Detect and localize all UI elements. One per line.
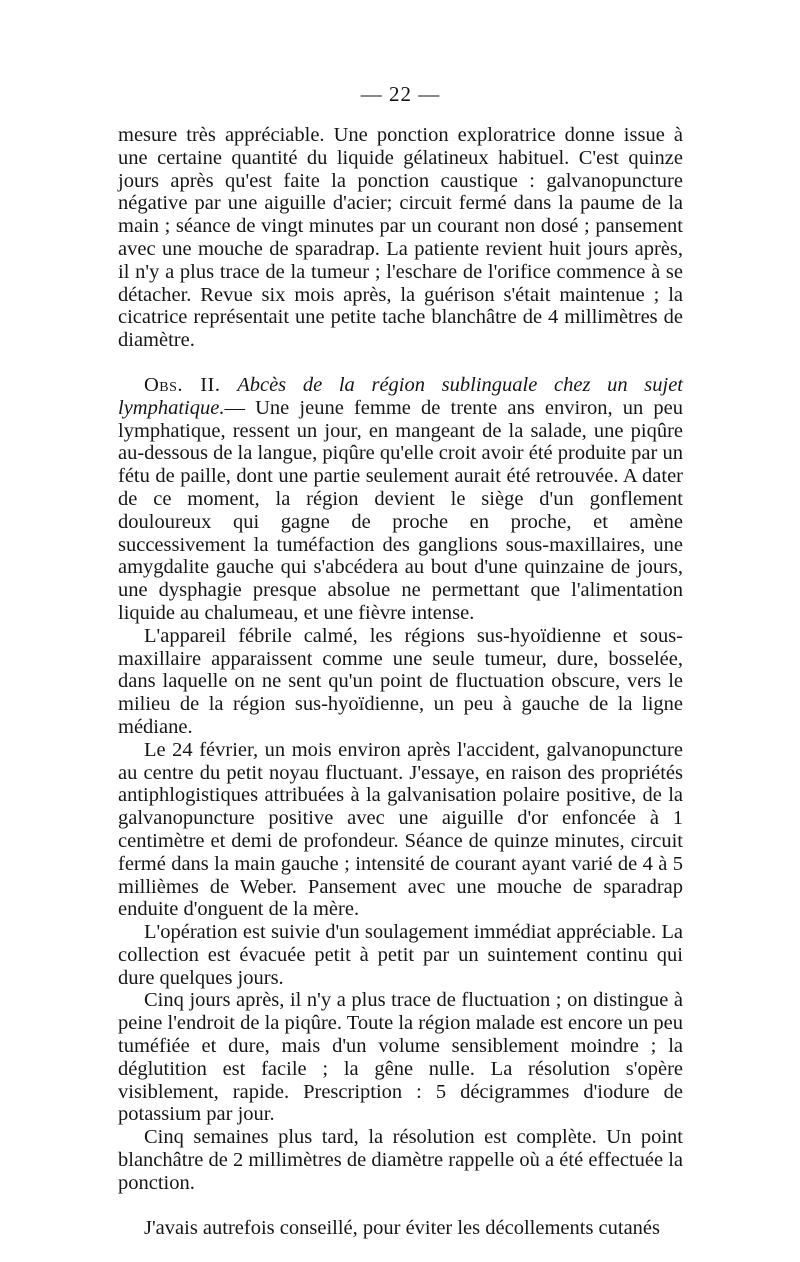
book-page: [118, 80, 683, 1239]
observation-paragraph: [118, 374, 683, 625]
page-number: — 22 —: [360, 82, 441, 106]
observation-text: — Une jeune femme de trente ans environ, un peu lymphatique, ressent un jour, en mangeant de la salade, une piqûre au-dessous de la langue, piqûre qu'elle croit avoir été produite par un fétu de paille, dont une partie seulement aurait été retrouvée. A dater de ce moment, la région devient le siège d'un gonflement douloureux qui gagne de proche en proche, et amène successivement la tuméfaction des ganglions sous-maxillaires, une amygdalite gauche qui s'abcédera au bout d'une quinzaine de jours, une dysphagie presque absolue ne permettant que l'alimentation liquide au chalumeau, et une fièvre intense.: [118, 396, 683, 624]
paragraph-continuation: mesure très appréciable. Une ponction exploratrice donne issue à une certaine quantité du liquide gélatineux habituel. C'est quinze jours après qu'est faite la ponction caustique : galvanopuncture négative par une aiguille d'acier; circuit fermé dans la paume de la main ; séance de vingt minutes par un courant non dosé ; pansement avec une mouche de sparadrap. La patiente revient huit jours après, il n'y a plus trace de la tumeur ; l'eschare de l'orifice commence à se détacher. Revue six mois après, la guérison s'était maintenue ; la cicatrice représentait une petite tache blanchâtre de 4 millimètres de diamètre.: [118, 124, 683, 352]
paragraph-last-line: J'avais autrefois conseillé, pour éviter les décollements cutanés: [144, 1216, 661, 1239]
observation-title: Abcès de la région sublinguale chez un sujet lymphatique.: [118, 373, 684, 419]
paragraph: Cinq semaines plus tard, la résolution est complète. Un point blanchâtre de 2 millimètres de diamètre rappelle où a été effectuée la ponction.: [118, 1126, 683, 1194]
observation-label: Obs. II.: [144, 373, 221, 396]
paragraph: L'appareil fébrile calmé, les régions sus-hyoïdienne et sous-maxillaire apparaissent comme une seule tumeur, dure, bosselée, dans laquelle on ne sent qu'un point de fluctuation obscure, vers le milieu de la région sus-hyoïdienne, un peu à gauche de la ligne médiane.: [118, 624, 683, 738]
paragraph: Cinq jours après, il n'y a plus trace de fluctuation ; on distingue à peine l'endroit de la piqûre. Toute la région malade est encore un peu tuméfiée et dure, mais d'un volume sensiblement moindre ; la déglutition est facile ; la gêne nulle. La résolution s'opère visiblement, rapide. Prescription : 5 décigrammes d'iodure de potassium par jour.: [118, 989, 683, 1126]
paragraph: Le 24 février, un mois environ après l'accident, galvanopuncture au centre du petit noyau fluctuant. J'essaye, en raison des propriétés antiphlogistiques attribuées à la galvanisation polaire positive, de la galvanopuncture positive avec une aiguille d'or enfoncée à 1 centimètre et demi de profondeur. Séance de quinze minutes, circuit fermé dans la main gauche ; intensité de courant ayant varié de 4 à 5 millièmes de Weber. Pansement avec une mouche de sparadrap enduite d'onguent de la mère.: [118, 738, 683, 921]
paragraph: L'opération est suivie d'un soulagement immédiat appréciable. La collection est évacuée petit à petit par un suintement continu qui dure quelques jours.: [118, 921, 683, 989]
